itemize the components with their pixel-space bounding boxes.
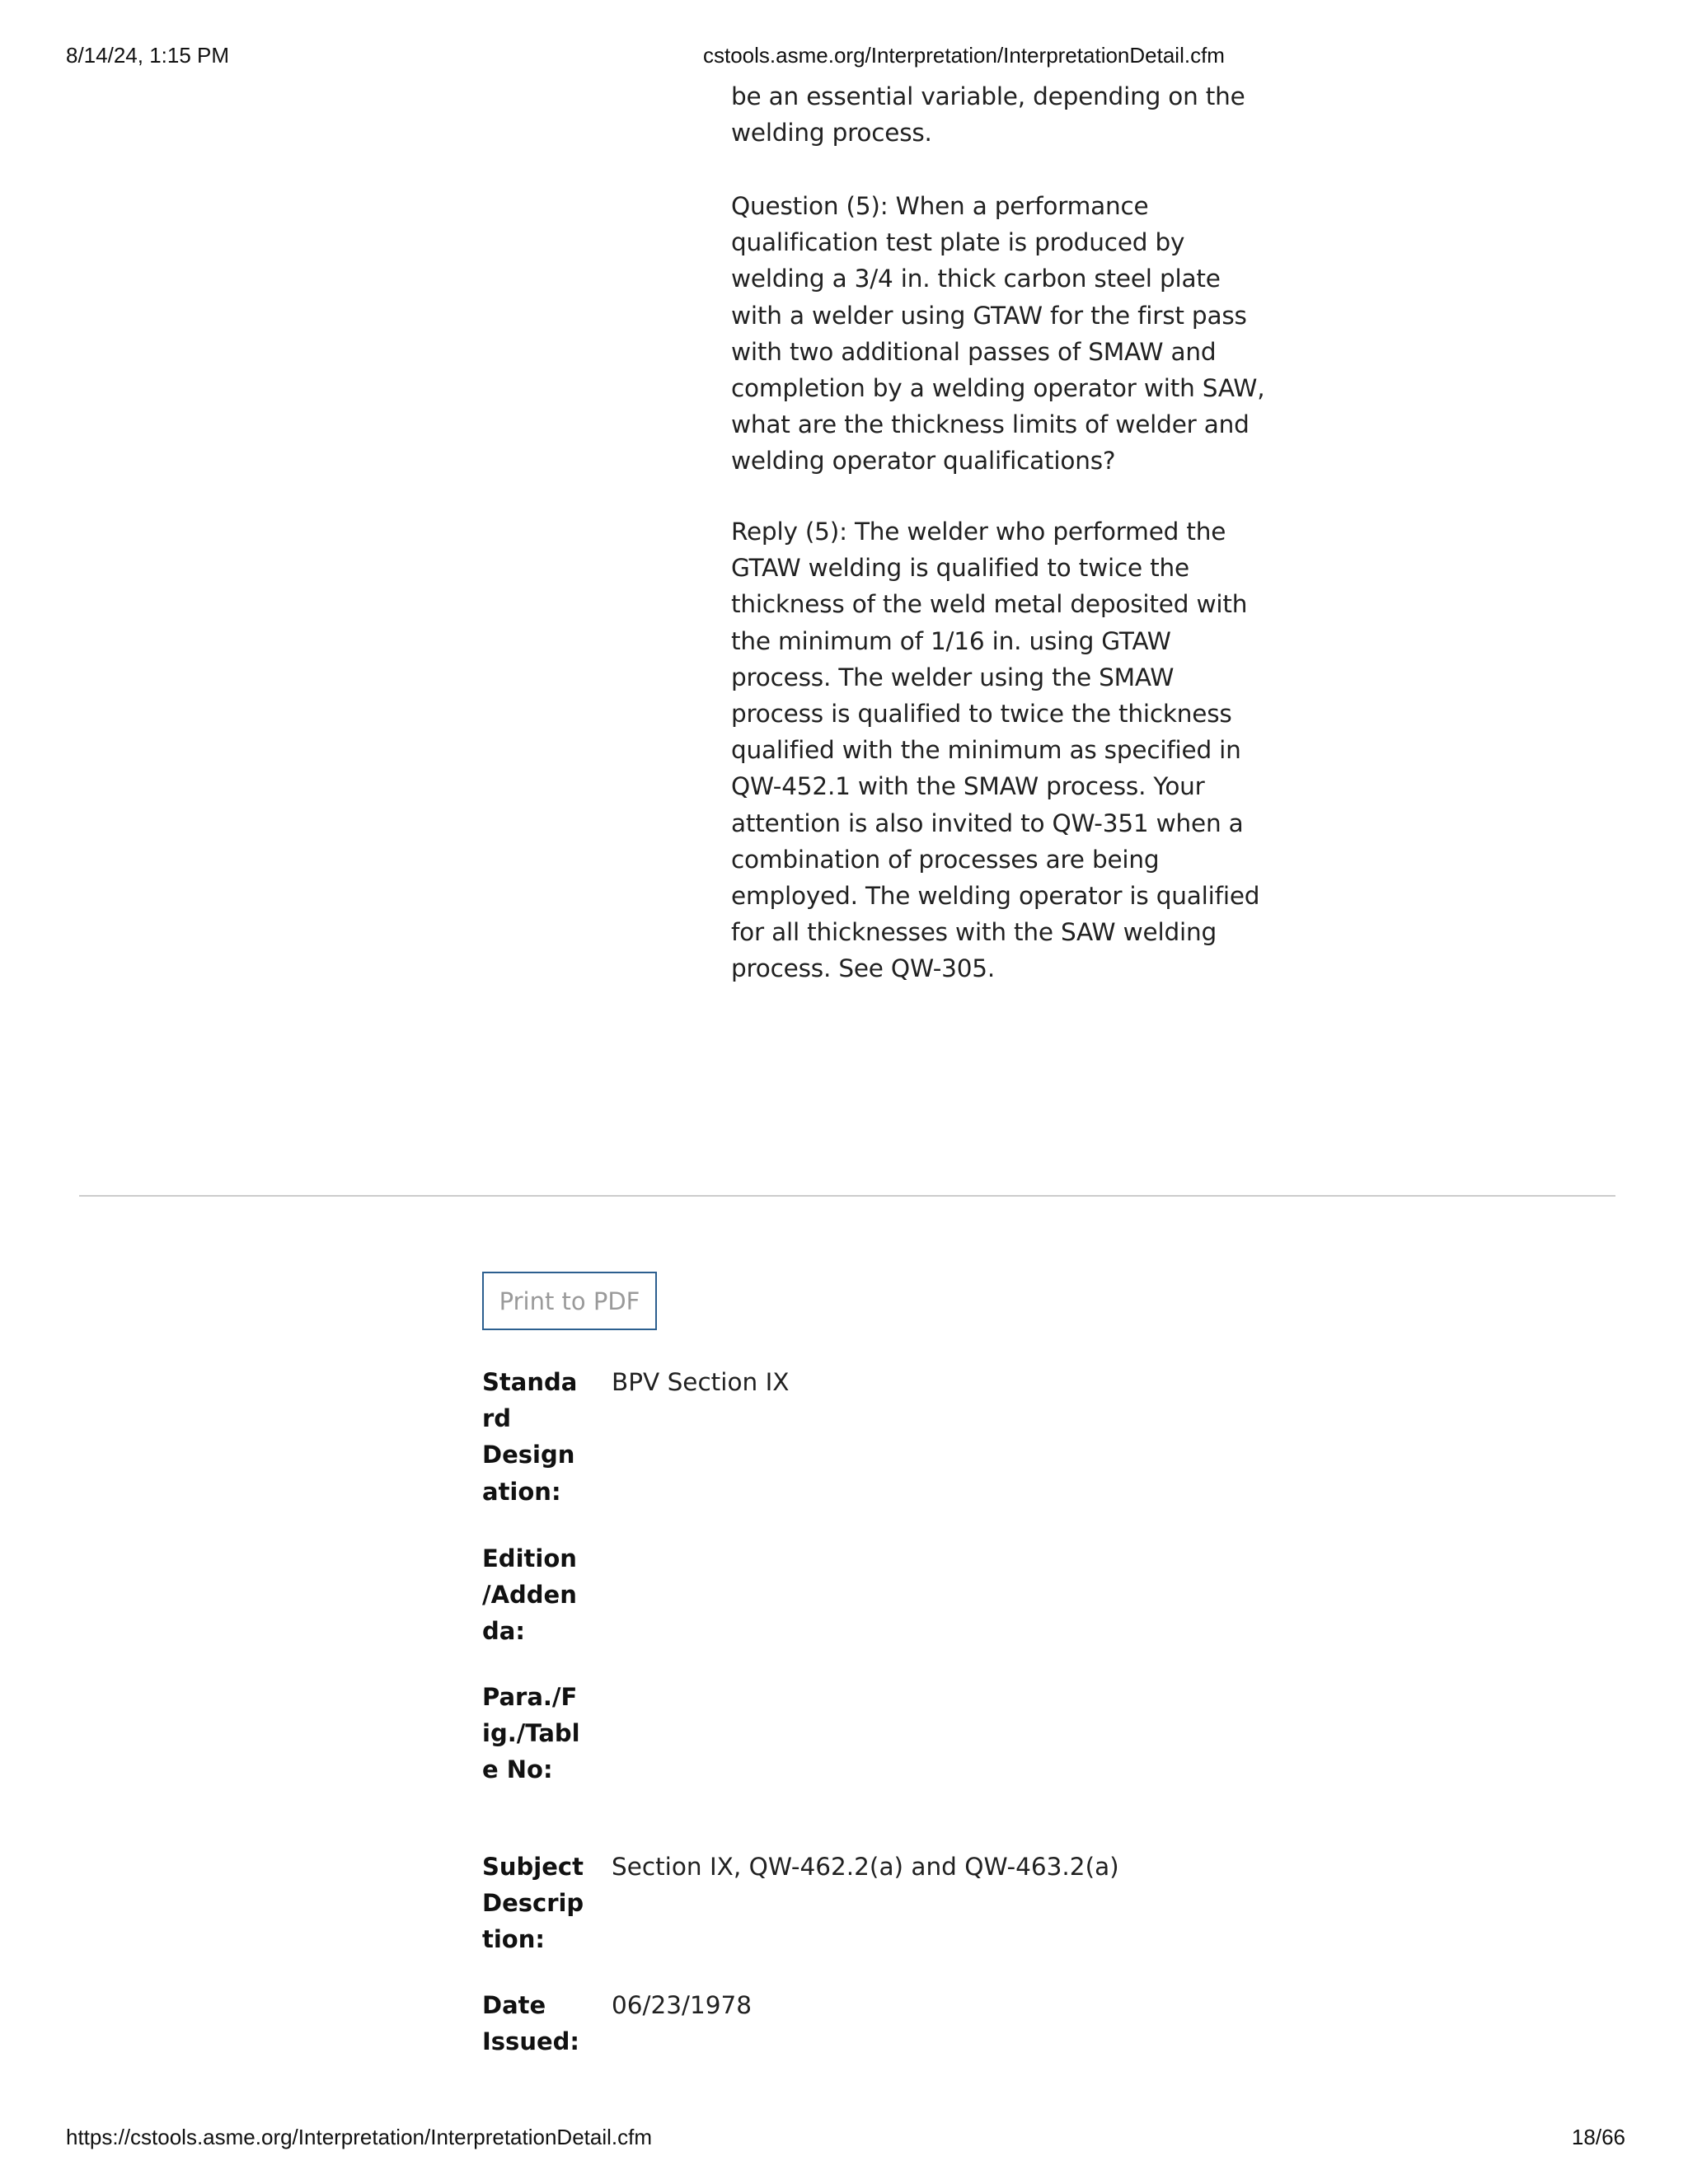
print-header-url: cstools.asme.org/Interpretation/InterpretationDetail.cfm [703, 43, 1225, 68]
text-line: welding operator qualifications? [731, 447, 1116, 476]
standard-designation-label [482, 1364, 581, 1510]
text-line: Reply (5): The welder who performed the [731, 518, 1226, 546]
print-footer-page-number: 18/66 [1571, 2125, 1625, 2149]
text-line: Question (5): When a performance [731, 192, 1149, 220]
label-line: Para./F [482, 1683, 578, 1711]
text-line: qualified with the minimum as specified in [731, 736, 1241, 765]
date-issued-label [482, 1987, 581, 2060]
label-line: Standa [482, 1368, 578, 1396]
text-line: process. See QW-305. [731, 954, 996, 983]
standard-designation-value: BPV Section IX [612, 1368, 790, 1396]
text-line: employed. The welding operator is qualified [731, 882, 1260, 911]
label-line: e No: [482, 1755, 553, 1784]
label-line: Date [482, 1991, 546, 2019]
reply-5-paragraph [731, 513, 1260, 987]
text-line: with two additional passes of SMAW and [731, 337, 1217, 366]
text-line: combination of processes are being [731, 845, 1160, 874]
label-line: da: [482, 1617, 525, 1646]
subject-description-value: Section IX, QW-462.2(a) and QW-463.2(a) [612, 1853, 1119, 1881]
interpretation-intro-paragraph [731, 78, 1245, 151]
text-line: with a welder using GTAW for the first pass [731, 301, 1247, 330]
label-line: ation: [482, 1477, 561, 1506]
text-line: welding process. [731, 119, 932, 148]
text-line: be an essential variable, depending on the [731, 82, 1245, 110]
edition-addenda-label [482, 1540, 581, 1650]
subject-description-label [482, 1849, 584, 1958]
text-line: attention is also invited to QW-351 when a [731, 808, 1244, 837]
text-line: completion by a welding operator with SAW, [731, 374, 1265, 403]
text-line: the minimum of 1/16 in. using GTAW [731, 626, 1171, 655]
text-line: process is qualified to twice the thickness [731, 700, 1232, 729]
text-line: GTAW welding is qualified to twice the [731, 554, 1189, 583]
section-divider [79, 1195, 1615, 1197]
date-issued-value: 06/23/1978 [612, 1991, 753, 2019]
text-line: QW-452.1 with the SMAW process. Your [731, 772, 1205, 801]
label-line: tion: [482, 1925, 545, 1954]
label-line: /Adden [482, 1581, 577, 1610]
text-line: welding a 3/4 in. thick carbon steel plate [731, 265, 1221, 293]
label-line: rd [482, 1404, 512, 1433]
para-fig-table-label [482, 1679, 581, 1788]
label-line: ig./Tabl [482, 1719, 580, 1748]
text-line: for all thicknesses with the SAW welding [731, 918, 1217, 947]
print-to-pdf-button[interactable]: Print to PDF [482, 1272, 657, 1330]
question-5-paragraph [731, 188, 1265, 480]
text-line: qualification test plate is produced by [731, 228, 1185, 257]
print-header-datetime: 8/14/24, 1:15 PM [66, 43, 230, 68]
label-line: Descrip [482, 1889, 584, 1918]
label-line: Design [482, 1441, 575, 1469]
label-line: Issued: [482, 2027, 579, 2056]
print-footer-url: https://cstools.asme.org/Interpretation/InterpretationDetail.cfm [66, 2125, 653, 2149]
label-line: Edition [482, 1544, 577, 1572]
label-line: Subject [482, 1853, 584, 1881]
text-line: thickness of the weld metal deposited with [731, 590, 1248, 619]
text-line: process. The welder using the SMAW [731, 663, 1175, 691]
text-line: what are the thickness limits of welder and [731, 410, 1250, 439]
